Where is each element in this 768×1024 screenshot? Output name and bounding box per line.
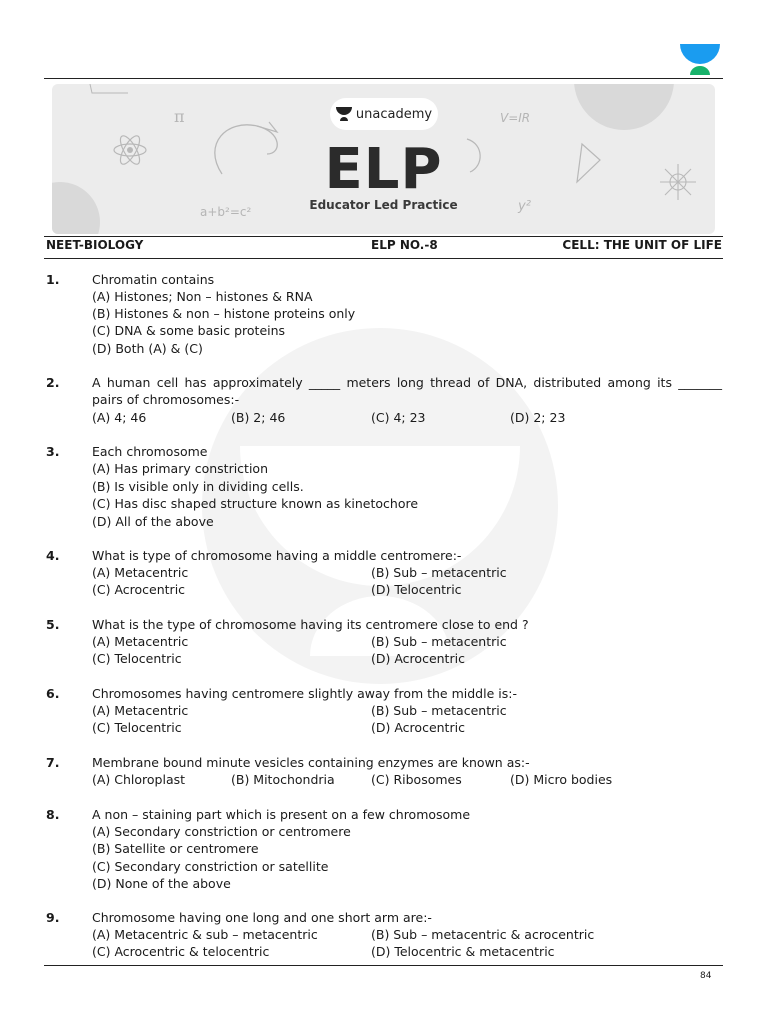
question-number: 9.: [46, 910, 60, 925]
option: (A) Metacentric & sub – metacentric: [92, 927, 318, 942]
option: (A) Histones; Non – histones & RNA: [92, 289, 313, 304]
question-number: 8.: [46, 807, 60, 822]
question-text: Chromosome having one long and one short arm are:-: [92, 910, 432, 925]
option: (B) Is visible only in dividing cells.: [92, 479, 304, 494]
option: (B) Sub – metacentric: [371, 634, 507, 649]
option: (C) Acrocentric: [92, 582, 186, 597]
elp-number: ELP NO.-8: [371, 238, 438, 252]
option: (A) Metacentric: [92, 565, 189, 580]
brand-name: unacademy: [355, 106, 433, 122]
option: (A) Secondary constriction or centromere: [92, 824, 351, 839]
question-number: 7.: [46, 755, 60, 770]
question-number: 4.: [46, 548, 60, 563]
option: (D) Acrocentric: [371, 651, 465, 666]
footer-rule: [44, 965, 723, 966]
option: (A) Metacentric: [92, 703, 189, 718]
question-number: 3.: [46, 444, 60, 459]
question-text: Membrane bound minute vesicles containing enzymes are known as:-: [92, 755, 530, 770]
question-text: Each chromosome: [92, 444, 208, 459]
option: (B) Mitochondria: [231, 772, 335, 787]
question-number: 6.: [46, 686, 60, 701]
banner-title: ELP: [324, 137, 443, 202]
subject-label: NEET-BIOLOGY: [46, 238, 144, 252]
question-number: 1.: [46, 272, 60, 287]
question-number: 5.: [46, 617, 60, 632]
svg-text:π: π: [174, 107, 185, 126]
option: (A) Metacentric: [92, 634, 189, 649]
option: (B) 2; 46: [231, 410, 286, 425]
option: (A) Has primary constriction: [92, 461, 269, 476]
option: (B) Satellite or centromere: [92, 841, 259, 856]
question-text: A non – staining part which is present on a few chromosome: [92, 807, 471, 822]
option: (D) None of the above: [92, 876, 231, 891]
svg-text:a+b²=c²: a+b²=c²: [200, 205, 252, 219]
option: (D) Micro bodies: [510, 772, 613, 787]
option: (C) 4; 23: [371, 410, 426, 425]
question-text: What is the type of chromosome having its centromere close to end ?: [92, 617, 529, 632]
option: (D) Both (A) & (C): [92, 341, 203, 356]
svg-text:V=IR: V=IR: [500, 111, 531, 125]
option: (B) Histones & non – histone proteins only: [92, 306, 356, 321]
question-text: Chromosomes having centromere slightly away from the middle is:-: [92, 686, 517, 701]
option: (D) Acrocentric: [371, 720, 465, 735]
option: (C) Secondary constriction or satellite: [92, 859, 329, 874]
option: (C) Has disc shaped structure known as kinetochore: [92, 496, 419, 511]
question-text: What is type of chromosome having a middle centromere:-: [92, 548, 462, 563]
option: (D) All of the above: [92, 514, 214, 529]
question-text: A human cell has approximately _____ meters long thread of DNA, distributed among its _______ pairs of chromosomes:-: [92, 375, 722, 407]
option: (A) 4; 46: [92, 410, 147, 425]
option: (C) Acrocentric & telocentric: [92, 944, 270, 959]
option: (C) Telocentric: [92, 720, 182, 735]
question-number: 2.: [46, 375, 60, 390]
chapter-title: CELL: THE UNIT OF LIFE: [562, 238, 722, 252]
option: (D) Telocentric: [371, 582, 462, 597]
option: (B) Sub – metacentric: [371, 565, 507, 580]
question-text: Chromatin contains: [92, 272, 215, 287]
option: (D) 2; 23: [510, 410, 566, 425]
page-number: 84: [700, 971, 712, 981]
option: (B) Sub – metacentric: [371, 703, 507, 718]
svg-text:y²: y²: [518, 199, 531, 214]
option: (A) Chloroplast: [92, 772, 186, 787]
option: (B) Sub – metacentric & acrocentric: [371, 927, 595, 942]
option: (D) Telocentric & metacentric: [371, 944, 555, 959]
option: (C) DNA & some basic proteins: [92, 323, 286, 338]
option: (C) Ribosomes: [371, 772, 462, 787]
banner-subtitle: Educator Led Practice: [309, 198, 458, 212]
option: (C) Telocentric: [92, 651, 182, 666]
